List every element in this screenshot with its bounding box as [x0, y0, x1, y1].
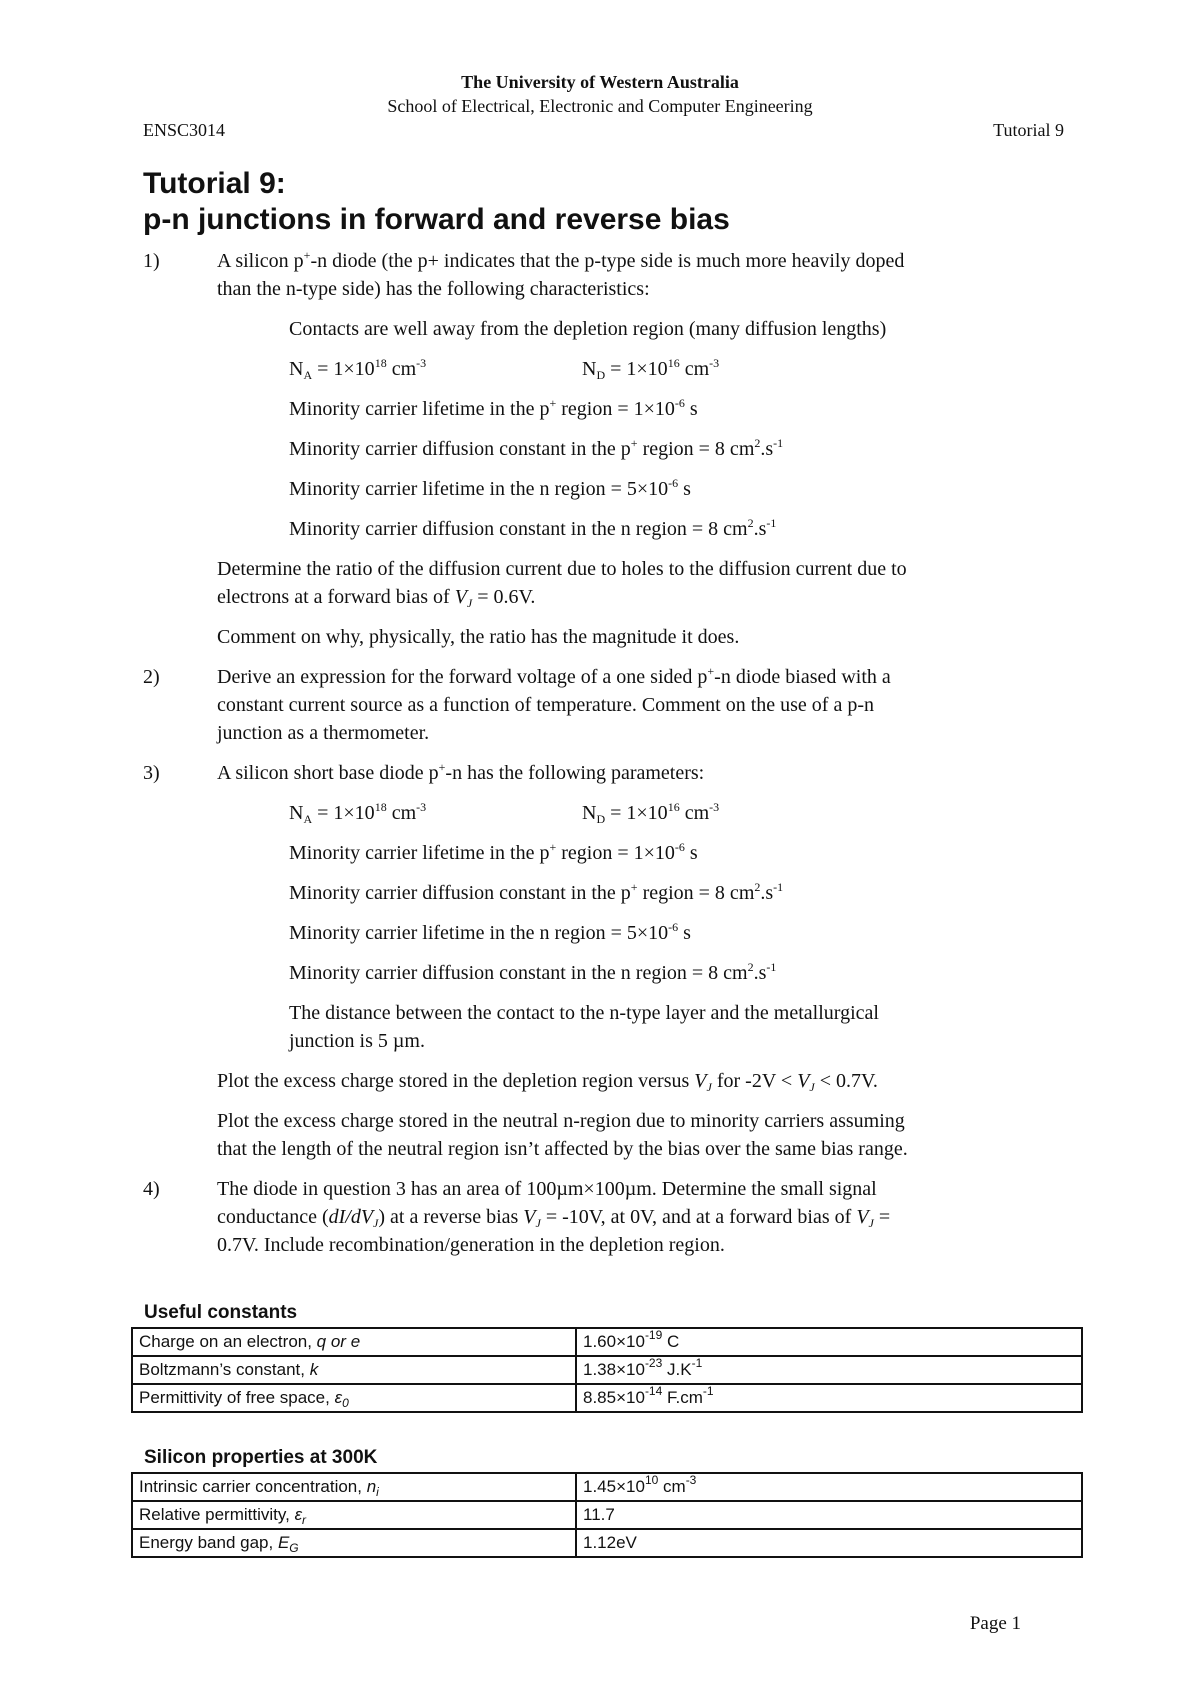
q1-n-diffusion: Minority carrier diffusion constant in the n region = 8 $cm^2.s^{-1}$ [289, 516, 777, 540]
question-4-line3: 0.7V. Include recombination/generation in the depletion region. [217, 1234, 725, 1256]
q3-plot-neutral-line1: Plot the excess charge stored in the neutral n-region due to minority carriers assuming [217, 1110, 905, 1132]
table-row [132, 1356, 1082, 1384]
question-2-line3: junction as a thermometer. [217, 722, 430, 744]
question-4-line1: The diode in question 3 has an area of 100µm×100µm. Determine the small signal [217, 1178, 877, 1200]
constants-table [131, 1327, 1083, 1413]
question-3-intro: A silicon short base diode p+-n has the following parameters: [217, 760, 705, 784]
q1-n-lifetime: Minority carrier lifetime in the n region = $5\times 10^{-6}$ s [289, 476, 691, 500]
q3-p-diffusion: Minority carrier diffusion constant in the p+ region = 8 $cm^2.s^{-1}$ [289, 880, 784, 904]
table-row [132, 1328, 1082, 1356]
page-title-line1: Tutorial 9: [143, 167, 286, 200]
property-name: Charge on an electron, q or e [132, 1328, 576, 1356]
property-value: $1.38\times 10^{-23}$ $J.K^{-1}$ [576, 1356, 1082, 1384]
question-1-intro-line2: than the n-type side) has the following characteristics: [217, 278, 650, 300]
property-name: Energy band gap, $E_G$ [132, 1529, 576, 1557]
tutorial-label: Tutorial 9 [993, 120, 1064, 140]
q3-nd-value: $N_D = 1\times 10^{16}$ $cm^{-3}$ [582, 800, 720, 826]
question-2-line1: Derive an expression for the forward voltage of a one sided p+-n diode biased with a [217, 664, 891, 688]
question-2-line2: constant current source as a function of temperature. Comment on the use of a p-n [217, 694, 875, 716]
q3-na-value: $N_A = 1\times 10^{18}$ $cm^{-3}$ [289, 800, 427, 826]
property-value: $1.60\times 10^{-19}$ C [576, 1328, 1082, 1356]
course-code: ENSC3014 [143, 120, 226, 140]
q1-determine-line1: Determine the ratio of the diffusion current due to holes to the diffusion current due to [217, 558, 907, 580]
q3-distance-line2: junction is 5 µm. [289, 1030, 425, 1052]
page-number: Page 1 [969, 1613, 1021, 1634]
question-4-number: 4) [143, 1178, 160, 1200]
property-name: Permittivity of free space, $\varepsilon_0$ [132, 1384, 576, 1412]
property-name: Intrinsic carrier concentration, $n_i$ [132, 1473, 576, 1501]
table-row [132, 1473, 1082, 1501]
question-1-intro: A silicon p+-n diode (the p+ indicates that the p-type side is much more heavily doped [217, 248, 905, 272]
constants-heading: Useful constants [144, 1302, 298, 1323]
q3-n-lifetime: Minority carrier lifetime in the n region = $5\times 10^{-6}$ s [289, 920, 691, 944]
q3-p-lifetime: Minority carrier lifetime in the p+ region = $1\times 10^{-6}$ s [289, 840, 698, 864]
q3-n-diffusion: Minority carrier diffusion constant in the n region = 8 $cm^2.s^{-1}$ [289, 960, 777, 984]
q1-na-value: $N_A = 1\times 10^{18}$ $cm^{-3}$ [289, 356, 427, 382]
q1-p-lifetime: Minority carrier lifetime in the p+ region = $1\times 10^{-6}$ s [289, 396, 698, 420]
property-name: Boltzmann’s constant, k [132, 1356, 576, 1384]
silicon-heading: Silicon properties at 300K [144, 1447, 378, 1468]
table-row [132, 1529, 1082, 1557]
property-name: Relative permittivity, $\varepsilon_r$ [132, 1501, 576, 1529]
q3-distance-line1: The distance between the contact to the n-type layer and the metallurgical [289, 1002, 879, 1024]
property-value: 1.12eV [576, 1529, 1082, 1557]
q3-plot-depletion: Plot the excess charge stored in the depletion region versus $V_J$ for $-2V < V_J < 0.7V$. [217, 1070, 878, 1094]
contacts-text: Contacts are well away from the depletion region (many diffusion lengths) [289, 318, 887, 340]
question-2-number: 2) [143, 666, 160, 688]
question-3-number: 3) [143, 762, 160, 784]
silicon-table [131, 1472, 1083, 1558]
property-value: $8.85\times 10^{-14}$ $F.cm^{-1}$ [576, 1384, 1082, 1412]
q3-plot-neutral-line2: that the length of the neutral region isn’t affected by the bias over the same bias range. [217, 1138, 908, 1160]
q1-p-diffusion: Minority carrier diffusion constant in the p+ region = 8 $cm^2.s^{-1}$ [289, 436, 784, 460]
q1-comment: Comment on why, physically, the ratio has the magnitude it does. [217, 626, 740, 648]
table-row [132, 1384, 1082, 1412]
university-name: The University of Western Australia [461, 72, 739, 92]
property-value: 11.7 [576, 1501, 1082, 1529]
property-value: $1.45\times 10^{10}$ $cm^{-3}$ [576, 1473, 1082, 1501]
q1-determine-line2: electrons at a forward bias of $V_J = 0.6V$. [217, 586, 536, 610]
question-1-number: 1) [143, 250, 160, 272]
question-4-line2: conductance $(dI/dV_J)$ at a reverse bias $V_J = -10V$, at 0V, and at a forward bias of $V_J$ = [217, 1206, 891, 1230]
school-name: School of Electrical, Electronic and Computer Engineering [387, 96, 813, 116]
q1-nd-value: $N_D = 1\times 10^{16}$ $cm^{-3}$ [582, 356, 720, 382]
table-row [132, 1501, 1082, 1529]
page-title-line2: p-n junctions in forward and reverse bias [143, 203, 730, 236]
